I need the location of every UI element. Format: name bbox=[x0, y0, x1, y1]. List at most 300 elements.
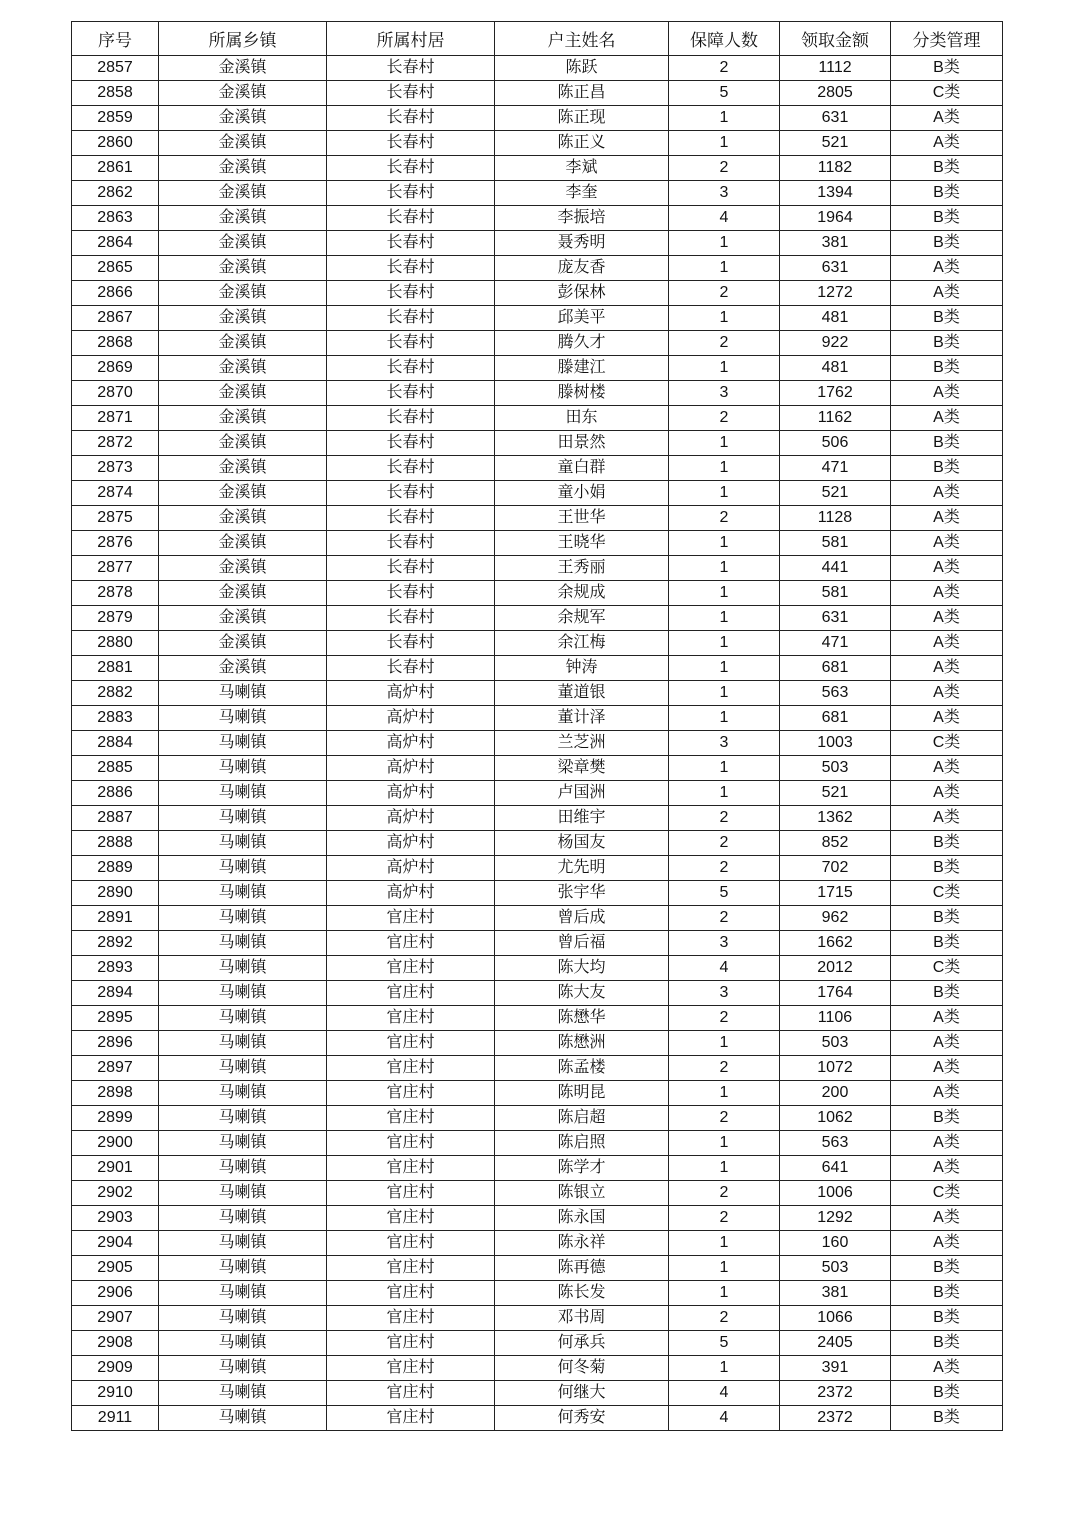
serial-cell: 2908 bbox=[72, 1331, 159, 1356]
serial-cell: 2904 bbox=[72, 1231, 159, 1256]
serial-cell: 2886 bbox=[72, 781, 159, 806]
table-row bbox=[72, 481, 1003, 506]
serial-cell: 2872 bbox=[72, 431, 159, 456]
persons-cell: 1 bbox=[669, 481, 780, 506]
township-cell: 马喇镇 bbox=[159, 881, 327, 906]
amount-cell: 506 bbox=[780, 431, 891, 456]
householder-cell: 陈懋洲 bbox=[495, 1031, 669, 1056]
table-row bbox=[72, 606, 1003, 631]
header-row bbox=[72, 22, 1003, 56]
persons-cell: 1 bbox=[669, 356, 780, 381]
table-row bbox=[72, 131, 1003, 156]
householder-cell: 董计泽 bbox=[495, 706, 669, 731]
category-cell: A类 bbox=[891, 281, 1003, 306]
serial-cell: 2880 bbox=[72, 631, 159, 656]
township-cell: 马喇镇 bbox=[159, 731, 327, 756]
category-cell: C类 bbox=[891, 81, 1003, 106]
persons-cell: 5 bbox=[669, 881, 780, 906]
table-row bbox=[72, 806, 1003, 831]
amount-cell: 471 bbox=[780, 456, 891, 481]
village-cell: 长春村 bbox=[327, 256, 495, 281]
township-cell: 马喇镇 bbox=[159, 681, 327, 706]
township-cell: 金溪镇 bbox=[159, 606, 327, 631]
village-cell: 长春村 bbox=[327, 531, 495, 556]
amount-cell: 681 bbox=[780, 656, 891, 681]
township-cell: 马喇镇 bbox=[159, 806, 327, 831]
category-cell: B类 bbox=[891, 156, 1003, 181]
table-row bbox=[72, 631, 1003, 656]
township-cell: 马喇镇 bbox=[159, 831, 327, 856]
category-cell: A类 bbox=[891, 756, 1003, 781]
householder-cell: 童白群 bbox=[495, 456, 669, 481]
category-cell: B类 bbox=[891, 856, 1003, 881]
category-cell: A类 bbox=[891, 1356, 1003, 1381]
persons-cell: 2 bbox=[669, 906, 780, 931]
serial-cell: 2898 bbox=[72, 1081, 159, 1106]
householder-cell: 陈正义 bbox=[495, 131, 669, 156]
householder-cell: 陈再德 bbox=[495, 1256, 669, 1281]
category-cell: B类 bbox=[891, 331, 1003, 356]
persons-cell: 1 bbox=[669, 431, 780, 456]
serial-cell: 2894 bbox=[72, 981, 159, 1006]
householder-cell: 陈永祥 bbox=[495, 1231, 669, 1256]
persons-cell: 4 bbox=[669, 1381, 780, 1406]
serial-cell: 2891 bbox=[72, 906, 159, 931]
village-cell: 官庄村 bbox=[327, 1131, 495, 1156]
village-cell: 官庄村 bbox=[327, 1306, 495, 1331]
householder-cell: 陈学才 bbox=[495, 1156, 669, 1181]
table-row bbox=[72, 1281, 1003, 1306]
village-cell: 高炉村 bbox=[327, 806, 495, 831]
category-cell: A类 bbox=[891, 406, 1003, 431]
table-row bbox=[72, 1081, 1003, 1106]
category-cell: A类 bbox=[891, 1081, 1003, 1106]
householder-cell: 彭保林 bbox=[495, 281, 669, 306]
serial-cell: 2869 bbox=[72, 356, 159, 381]
persons-cell: 1 bbox=[669, 1031, 780, 1056]
table-row bbox=[72, 731, 1003, 756]
township-cell: 马喇镇 bbox=[159, 1056, 327, 1081]
table-row bbox=[72, 1181, 1003, 1206]
village-cell: 官庄村 bbox=[327, 906, 495, 931]
persons-cell: 1 bbox=[669, 781, 780, 806]
householder-cell: 田维宇 bbox=[495, 806, 669, 831]
village-cell: 长春村 bbox=[327, 106, 495, 131]
serial-cell: 2876 bbox=[72, 531, 159, 556]
householder-cell: 王秀丽 bbox=[495, 556, 669, 581]
township-cell: 金溪镇 bbox=[159, 131, 327, 156]
persons-cell: 3 bbox=[669, 731, 780, 756]
amount-cell: 1066 bbox=[780, 1306, 891, 1331]
village-cell: 长春村 bbox=[327, 581, 495, 606]
serial-cell: 2892 bbox=[72, 931, 159, 956]
township-cell: 金溪镇 bbox=[159, 156, 327, 181]
table-row bbox=[72, 956, 1003, 981]
category-cell: A类 bbox=[891, 631, 1003, 656]
village-cell: 长春村 bbox=[327, 406, 495, 431]
amount-cell: 521 bbox=[780, 781, 891, 806]
householder-cell: 陈大均 bbox=[495, 956, 669, 981]
persons-cell: 1 bbox=[669, 706, 780, 731]
serial-cell: 2888 bbox=[72, 831, 159, 856]
householder-cell: 聂秀明 bbox=[495, 231, 669, 256]
amount-cell: 962 bbox=[780, 906, 891, 931]
village-cell: 高炉村 bbox=[327, 681, 495, 706]
township-cell: 马喇镇 bbox=[159, 1281, 327, 1306]
amount-cell: 503 bbox=[780, 756, 891, 781]
table-row bbox=[72, 781, 1003, 806]
householder-cell: 陈正昌 bbox=[495, 81, 669, 106]
householder-cell: 王晓华 bbox=[495, 531, 669, 556]
village-cell: 长春村 bbox=[327, 181, 495, 206]
table-row bbox=[72, 456, 1003, 481]
persons-cell: 2 bbox=[669, 831, 780, 856]
category-cell: A类 bbox=[891, 506, 1003, 531]
category-cell: B类 bbox=[891, 56, 1003, 81]
category-cell: A类 bbox=[891, 781, 1003, 806]
amount-cell: 1964 bbox=[780, 206, 891, 231]
category-cell: B类 bbox=[891, 1306, 1003, 1331]
householder-cell: 董道银 bbox=[495, 681, 669, 706]
householder-cell: 庞友香 bbox=[495, 256, 669, 281]
table-row bbox=[72, 831, 1003, 856]
township-cell: 马喇镇 bbox=[159, 1406, 327, 1431]
village-cell: 高炉村 bbox=[327, 881, 495, 906]
amount-cell: 503 bbox=[780, 1031, 891, 1056]
header-serial: 序号 bbox=[72, 22, 159, 56]
table-row bbox=[72, 556, 1003, 581]
category-cell: B类 bbox=[891, 931, 1003, 956]
village-cell: 高炉村 bbox=[327, 731, 495, 756]
table-row bbox=[72, 756, 1003, 781]
category-cell: C类 bbox=[891, 1181, 1003, 1206]
village-cell: 官庄村 bbox=[327, 1081, 495, 1106]
persons-cell: 3 bbox=[669, 381, 780, 406]
serial-cell: 2860 bbox=[72, 131, 159, 156]
category-cell: B类 bbox=[891, 456, 1003, 481]
householder-cell: 陈正现 bbox=[495, 106, 669, 131]
householder-cell: 陈启照 bbox=[495, 1131, 669, 1156]
table-row bbox=[72, 1231, 1003, 1256]
serial-cell: 2909 bbox=[72, 1356, 159, 1381]
persons-cell: 2 bbox=[669, 1056, 780, 1081]
persons-cell: 2 bbox=[669, 331, 780, 356]
category-cell: A类 bbox=[891, 1056, 1003, 1081]
table-row bbox=[72, 1156, 1003, 1181]
category-cell: A类 bbox=[891, 681, 1003, 706]
amount-cell: 481 bbox=[780, 306, 891, 331]
table-row bbox=[72, 1056, 1003, 1081]
persons-cell: 1 bbox=[669, 656, 780, 681]
village-cell: 长春村 bbox=[327, 381, 495, 406]
householder-cell: 余规军 bbox=[495, 606, 669, 631]
township-cell: 金溪镇 bbox=[159, 531, 327, 556]
amount-cell: 631 bbox=[780, 606, 891, 631]
amount-cell: 1362 bbox=[780, 806, 891, 831]
householder-cell: 李振培 bbox=[495, 206, 669, 231]
persons-cell: 1 bbox=[669, 756, 780, 781]
amount-cell: 2372 bbox=[780, 1381, 891, 1406]
category-cell: A类 bbox=[891, 131, 1003, 156]
householder-cell: 童小娟 bbox=[495, 481, 669, 506]
persons-cell: 2 bbox=[669, 1306, 780, 1331]
serial-cell: 2867 bbox=[72, 306, 159, 331]
township-cell: 马喇镇 bbox=[159, 856, 327, 881]
serial-cell: 2865 bbox=[72, 256, 159, 281]
village-cell: 官庄村 bbox=[327, 1406, 495, 1431]
table-row bbox=[72, 406, 1003, 431]
village-cell: 长春村 bbox=[327, 331, 495, 356]
householder-cell: 腾久才 bbox=[495, 331, 669, 356]
table-row bbox=[72, 581, 1003, 606]
persons-cell: 3 bbox=[669, 931, 780, 956]
category-cell: C类 bbox=[891, 956, 1003, 981]
amount-cell: 641 bbox=[780, 1156, 891, 1181]
category-cell: B类 bbox=[891, 1256, 1003, 1281]
village-cell: 高炉村 bbox=[327, 856, 495, 881]
township-cell: 金溪镇 bbox=[159, 306, 327, 331]
serial-cell: 2887 bbox=[72, 806, 159, 831]
amount-cell: 481 bbox=[780, 356, 891, 381]
table-row bbox=[72, 931, 1003, 956]
persons-cell: 2 bbox=[669, 806, 780, 831]
serial-cell: 2900 bbox=[72, 1131, 159, 1156]
householder-cell: 何继大 bbox=[495, 1381, 669, 1406]
householder-cell: 陈明昆 bbox=[495, 1081, 669, 1106]
table-row bbox=[72, 981, 1003, 1006]
serial-cell: 2878 bbox=[72, 581, 159, 606]
amount-cell: 441 bbox=[780, 556, 891, 581]
township-cell: 马喇镇 bbox=[159, 1156, 327, 1181]
amount-cell: 1762 bbox=[780, 381, 891, 406]
table-row bbox=[72, 1406, 1003, 1431]
persons-cell: 1 bbox=[669, 681, 780, 706]
township-cell: 马喇镇 bbox=[159, 1006, 327, 1031]
persons-cell: 2 bbox=[669, 1206, 780, 1231]
amount-cell: 1128 bbox=[780, 506, 891, 531]
persons-cell: 1 bbox=[669, 1281, 780, 1306]
persons-cell: 2 bbox=[669, 506, 780, 531]
table-row bbox=[72, 1306, 1003, 1331]
serial-cell: 2875 bbox=[72, 506, 159, 531]
table-row bbox=[72, 506, 1003, 531]
header-householder: 户主姓名 bbox=[495, 22, 669, 56]
township-cell: 金溪镇 bbox=[159, 256, 327, 281]
village-cell: 长春村 bbox=[327, 356, 495, 381]
persons-cell: 2 bbox=[669, 406, 780, 431]
householder-cell: 邓书周 bbox=[495, 1306, 669, 1331]
category-cell: A类 bbox=[891, 606, 1003, 631]
village-cell: 长春村 bbox=[327, 456, 495, 481]
serial-cell: 2883 bbox=[72, 706, 159, 731]
persons-cell: 2 bbox=[669, 856, 780, 881]
persons-cell: 1 bbox=[669, 231, 780, 256]
township-cell: 马喇镇 bbox=[159, 981, 327, 1006]
serial-cell: 2882 bbox=[72, 681, 159, 706]
serial-cell: 2879 bbox=[72, 606, 159, 631]
amount-cell: 2805 bbox=[780, 81, 891, 106]
amount-cell: 1292 bbox=[780, 1206, 891, 1231]
table-row bbox=[72, 1381, 1003, 1406]
table-row bbox=[72, 706, 1003, 731]
amount-cell: 563 bbox=[780, 1131, 891, 1156]
township-cell: 马喇镇 bbox=[159, 1256, 327, 1281]
amount-cell: 1106 bbox=[780, 1006, 891, 1031]
amount-cell: 1006 bbox=[780, 1181, 891, 1206]
householder-cell: 邱美平 bbox=[495, 306, 669, 331]
amount-cell: 922 bbox=[780, 331, 891, 356]
township-cell: 金溪镇 bbox=[159, 331, 327, 356]
serial-cell: 2910 bbox=[72, 1381, 159, 1406]
amount-cell: 563 bbox=[780, 681, 891, 706]
serial-cell: 2890 bbox=[72, 881, 159, 906]
table-row bbox=[72, 1356, 1003, 1381]
village-cell: 官庄村 bbox=[327, 1106, 495, 1131]
category-cell: B类 bbox=[891, 356, 1003, 381]
category-cell: B类 bbox=[891, 231, 1003, 256]
householder-cell: 滕树楼 bbox=[495, 381, 669, 406]
category-cell: A类 bbox=[891, 1231, 1003, 1256]
amount-cell: 381 bbox=[780, 1281, 891, 1306]
category-cell: A类 bbox=[891, 381, 1003, 406]
category-cell: B类 bbox=[891, 181, 1003, 206]
amount-cell: 631 bbox=[780, 106, 891, 131]
amount-cell: 681 bbox=[780, 706, 891, 731]
category-cell: A类 bbox=[891, 1206, 1003, 1231]
serial-cell: 2877 bbox=[72, 556, 159, 581]
table-row bbox=[72, 906, 1003, 931]
township-cell: 金溪镇 bbox=[159, 631, 327, 656]
householder-cell: 曾后成 bbox=[495, 906, 669, 931]
village-cell: 官庄村 bbox=[327, 981, 495, 1006]
persons-cell: 2 bbox=[669, 156, 780, 181]
householder-cell: 陈懋华 bbox=[495, 1006, 669, 1031]
householder-cell: 梁章樊 bbox=[495, 756, 669, 781]
serial-cell: 2905 bbox=[72, 1256, 159, 1281]
category-cell: A类 bbox=[891, 1156, 1003, 1181]
category-cell: A类 bbox=[891, 256, 1003, 281]
amount-cell: 852 bbox=[780, 831, 891, 856]
table-row bbox=[72, 106, 1003, 131]
serial-cell: 2911 bbox=[72, 1406, 159, 1431]
householder-cell: 杨国友 bbox=[495, 831, 669, 856]
category-cell: A类 bbox=[891, 106, 1003, 131]
village-cell: 长春村 bbox=[327, 81, 495, 106]
category-cell: B类 bbox=[891, 1406, 1003, 1431]
village-cell: 官庄村 bbox=[327, 1256, 495, 1281]
serial-cell: 2896 bbox=[72, 1031, 159, 1056]
table-row bbox=[72, 306, 1003, 331]
persons-cell: 3 bbox=[669, 181, 780, 206]
serial-cell: 2903 bbox=[72, 1206, 159, 1231]
amount-cell: 581 bbox=[780, 531, 891, 556]
header-category: 分类管理 bbox=[891, 22, 1003, 56]
householder-cell: 陈长发 bbox=[495, 1281, 669, 1306]
village-cell: 官庄村 bbox=[327, 1281, 495, 1306]
persons-cell: 1 bbox=[669, 106, 780, 131]
serial-cell: 2893 bbox=[72, 956, 159, 981]
township-cell: 金溪镇 bbox=[159, 656, 327, 681]
township-cell: 马喇镇 bbox=[159, 756, 327, 781]
category-cell: A类 bbox=[891, 1031, 1003, 1056]
householder-cell: 陈启超 bbox=[495, 1106, 669, 1131]
amount-cell: 160 bbox=[780, 1231, 891, 1256]
amount-cell: 471 bbox=[780, 631, 891, 656]
township-cell: 马喇镇 bbox=[159, 1181, 327, 1206]
village-cell: 高炉村 bbox=[327, 781, 495, 806]
township-cell: 金溪镇 bbox=[159, 481, 327, 506]
persons-cell: 1 bbox=[669, 456, 780, 481]
householder-cell: 李奎 bbox=[495, 181, 669, 206]
serial-cell: 2870 bbox=[72, 381, 159, 406]
category-cell: B类 bbox=[891, 981, 1003, 1006]
persons-cell: 1 bbox=[669, 1231, 780, 1256]
amount-cell: 1662 bbox=[780, 931, 891, 956]
householder-cell: 卢国洲 bbox=[495, 781, 669, 806]
village-cell: 官庄村 bbox=[327, 1056, 495, 1081]
householder-cell: 陈银立 bbox=[495, 1181, 669, 1206]
village-cell: 高炉村 bbox=[327, 831, 495, 856]
table-row bbox=[72, 1256, 1003, 1281]
persons-cell: 1 bbox=[669, 1356, 780, 1381]
village-cell: 长春村 bbox=[327, 481, 495, 506]
township-cell: 马喇镇 bbox=[159, 906, 327, 931]
serial-cell: 2858 bbox=[72, 81, 159, 106]
persons-cell: 1 bbox=[669, 631, 780, 656]
table-row bbox=[72, 1006, 1003, 1031]
township-cell: 马喇镇 bbox=[159, 1081, 327, 1106]
village-cell: 长春村 bbox=[327, 656, 495, 681]
category-cell: A类 bbox=[891, 806, 1003, 831]
persons-cell: 4 bbox=[669, 956, 780, 981]
persons-cell: 1 bbox=[669, 306, 780, 331]
persons-cell: 2 bbox=[669, 1181, 780, 1206]
township-cell: 金溪镇 bbox=[159, 556, 327, 581]
township-cell: 金溪镇 bbox=[159, 456, 327, 481]
village-cell: 官庄村 bbox=[327, 1181, 495, 1206]
header-amount: 领取金额 bbox=[780, 22, 891, 56]
serial-cell: 2866 bbox=[72, 281, 159, 306]
township-cell: 金溪镇 bbox=[159, 406, 327, 431]
serial-cell: 2871 bbox=[72, 406, 159, 431]
township-cell: 金溪镇 bbox=[159, 181, 327, 206]
amount-cell: 503 bbox=[780, 1256, 891, 1281]
assistance-table bbox=[71, 21, 1003, 1431]
table-row bbox=[72, 381, 1003, 406]
village-cell: 官庄村 bbox=[327, 1231, 495, 1256]
persons-cell: 3 bbox=[669, 981, 780, 1006]
householder-cell: 陈永国 bbox=[495, 1206, 669, 1231]
township-cell: 马喇镇 bbox=[159, 1356, 327, 1381]
householder-cell: 陈孟楼 bbox=[495, 1056, 669, 1081]
township-cell: 金溪镇 bbox=[159, 356, 327, 381]
householder-cell: 陈大友 bbox=[495, 981, 669, 1006]
serial-cell: 2902 bbox=[72, 1181, 159, 1206]
category-cell: C类 bbox=[891, 881, 1003, 906]
township-cell: 马喇镇 bbox=[159, 1131, 327, 1156]
village-cell: 官庄村 bbox=[327, 1331, 495, 1356]
category-cell: A类 bbox=[891, 481, 1003, 506]
village-cell: 长春村 bbox=[327, 556, 495, 581]
table-row bbox=[72, 856, 1003, 881]
persons-cell: 2 bbox=[669, 281, 780, 306]
table-row bbox=[72, 256, 1003, 281]
table-row bbox=[72, 1131, 1003, 1156]
serial-cell: 2881 bbox=[72, 656, 159, 681]
township-cell: 马喇镇 bbox=[159, 1231, 327, 1256]
village-cell: 长春村 bbox=[327, 306, 495, 331]
householder-cell: 何秀安 bbox=[495, 1406, 669, 1431]
